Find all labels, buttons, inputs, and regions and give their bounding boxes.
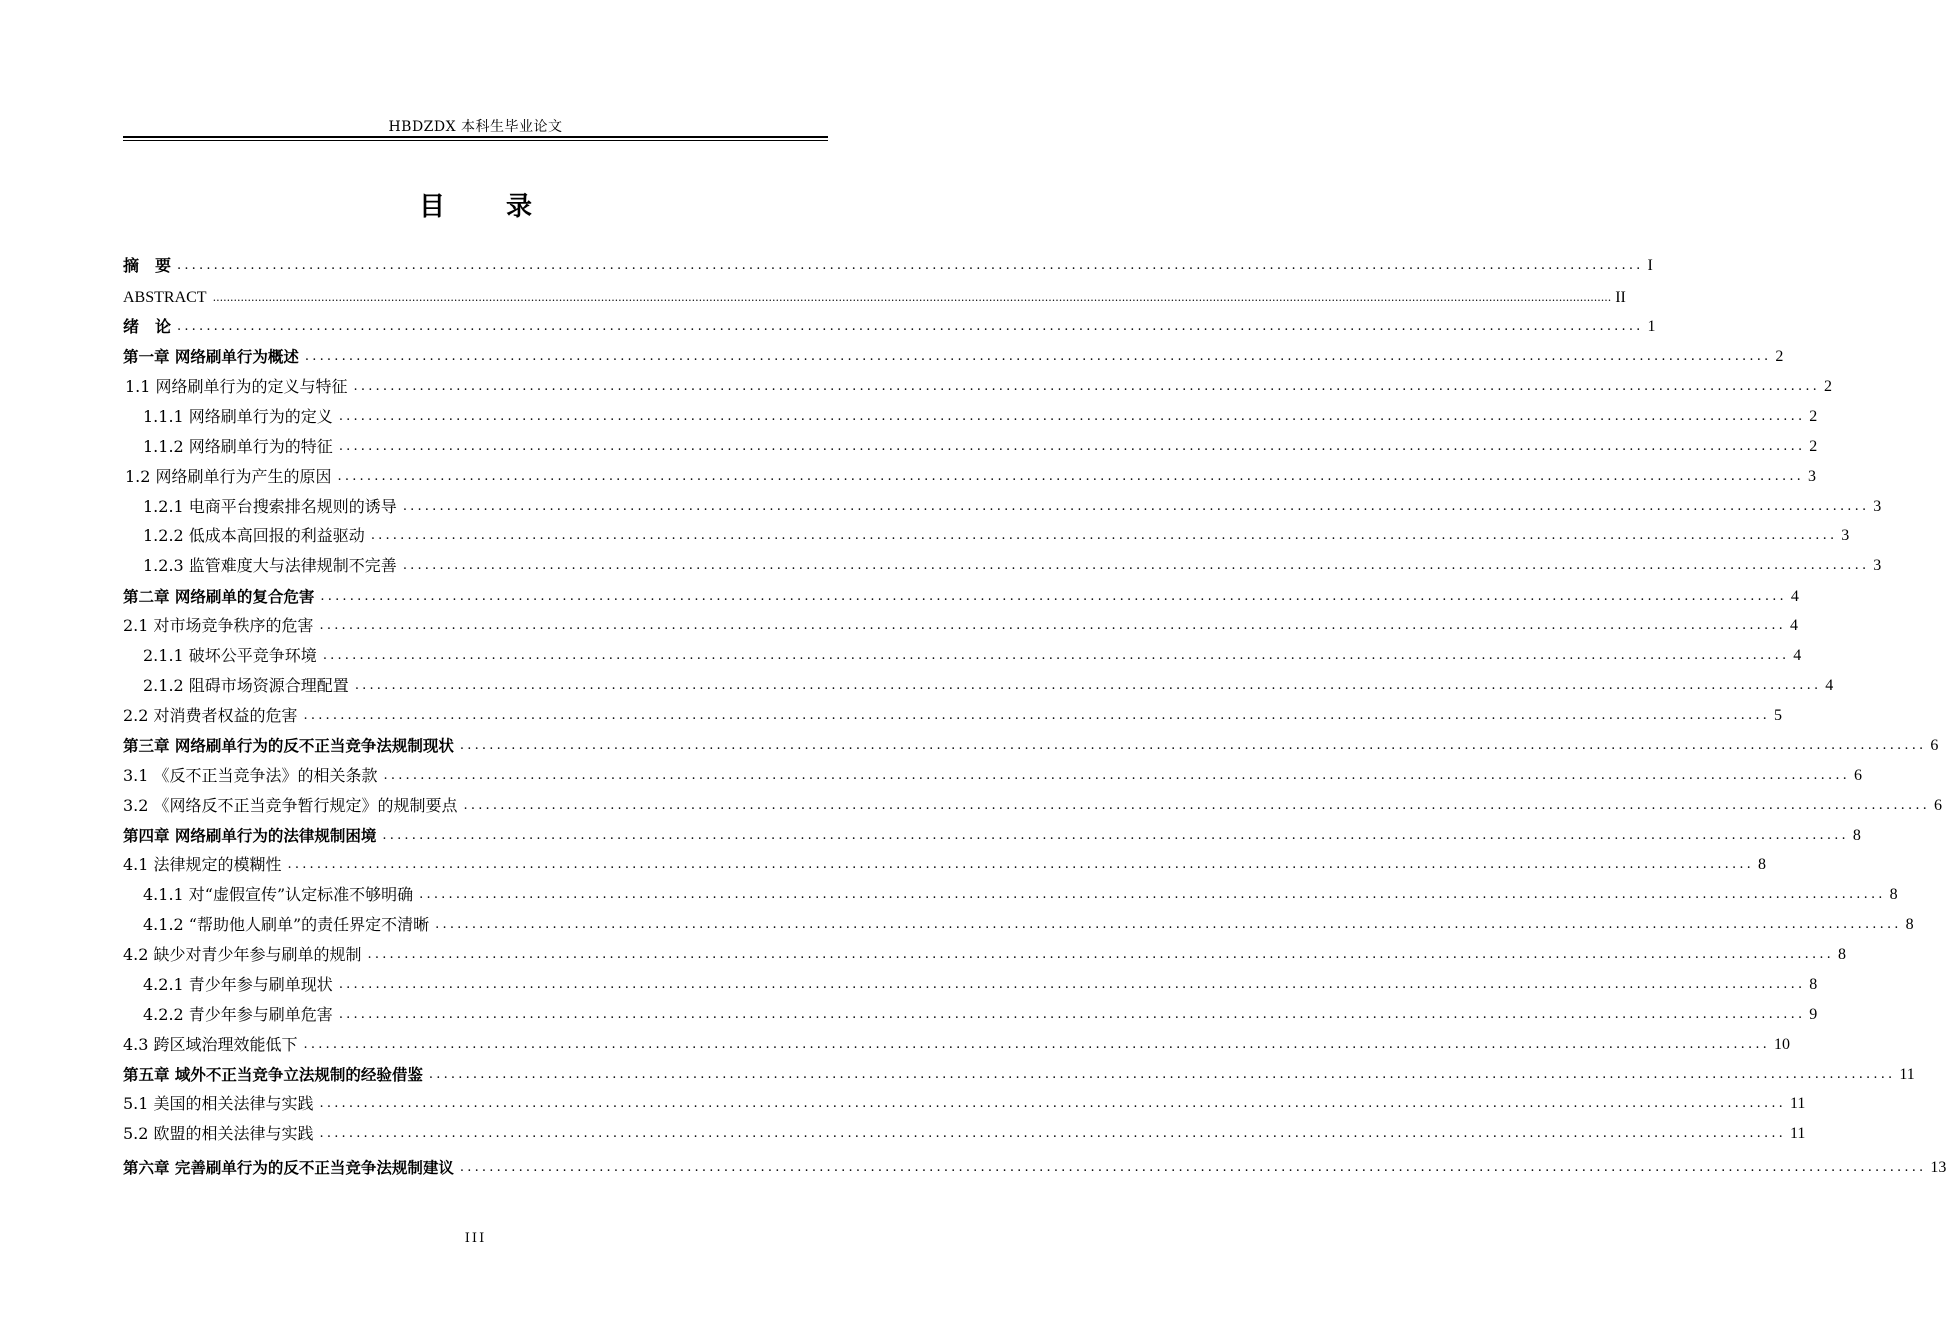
toc-entry-page: 3 bbox=[1873, 557, 1882, 574]
toc-entry[interactable] bbox=[143, 640, 1802, 666]
toc-entry-page: 8 bbox=[1852, 827, 1861, 844]
toc-entry-label: 5.2 欧盟的相关法律与实践 bbox=[123, 1124, 314, 1143]
toc-entry-page: 11 bbox=[1790, 1095, 1806, 1112]
toc-leader-dots: ........................................................................................................................................................................................................ bbox=[319, 1126, 1787, 1141]
toc-entry[interactable] bbox=[125, 371, 1833, 397]
toc-entry-page: 8 bbox=[1758, 856, 1767, 873]
toc-entry-label: 4.2 缺少对青少年参与刷单的规制 bbox=[123, 945, 362, 964]
toc-entry-page: II bbox=[1615, 289, 1626, 306]
toc-leader-dots: ........................................................................................................................................................................................................ bbox=[463, 798, 1931, 813]
toc-leader-dots: ........................................................................................................................................................................................................ bbox=[338, 409, 1806, 424]
toc-entry-label: 1.2.3 监管难度大与法律规制不完善 bbox=[143, 556, 397, 575]
toc-entry-label: 第五章 域外不正当竞争立法规制的经验借鉴 bbox=[123, 1066, 423, 1084]
toc-entry-label: 摘 要 bbox=[123, 256, 172, 275]
toc-entry-label: 第六章 完善刷单行为的反不正当竞争法规制建议 bbox=[123, 1159, 454, 1177]
toc-leader-dots: ........................................................................................................................................................................................................ bbox=[177, 258, 1644, 273]
toc-entry-label: 3.1 《反不正当竞争法》的相关条款 bbox=[123, 766, 378, 785]
toc-entry[interactable] bbox=[123, 849, 1767, 875]
toc-leader-dots: ........................................................................................................................................................................................................ bbox=[177, 319, 1644, 334]
toc-entry-page: 8 bbox=[1905, 916, 1914, 933]
toc-leader-dots: ........................................................................................................................................................................................................ bbox=[303, 708, 1771, 723]
toc-entry-page: 4 bbox=[1790, 588, 1799, 605]
toc-entry-label: 1.1.1 网络刷单行为的定义 bbox=[143, 407, 333, 426]
toc-entry[interactable] bbox=[143, 999, 1818, 1025]
toc-entry-label: 第三章 网络刷单行为的反不正当竞争法规制现状 bbox=[123, 737, 454, 755]
toc-entry-label: 4.3 跨区域治理效能低下 bbox=[123, 1035, 298, 1054]
toc-leader-dots: ........................................................................................................................................................................................................ bbox=[419, 887, 1886, 902]
toc-entry-page: 4 bbox=[1825, 677, 1834, 694]
toc-entry[interactable] bbox=[123, 282, 1626, 308]
toc-entry-page: 3 bbox=[1808, 468, 1817, 485]
toc-leader-dots: ........................................................................................................................................................................................................ bbox=[435, 917, 1902, 932]
toc-entry[interactable] bbox=[123, 1029, 1791, 1055]
toc-entry-page: 4 bbox=[1793, 647, 1802, 664]
toc-entry-label: 4.1 法律规定的模糊性 bbox=[123, 855, 282, 874]
toc-entry-page: 8 bbox=[1838, 946, 1847, 963]
toc-entry[interactable] bbox=[143, 670, 1834, 696]
toc-leader-dots: ........................................................................................................................................................................................................ bbox=[322, 648, 1790, 663]
toc-entry-page: 3 bbox=[1873, 498, 1882, 515]
toc-entry-label: 4.1.1 对“虚假宣传”认定标准不够明确 bbox=[143, 885, 414, 904]
toc-entry[interactable] bbox=[143, 491, 1882, 517]
toc-entry-page: 2 bbox=[1809, 438, 1818, 455]
toc-leader-dots: ........................................................................................................................................................................................................ bbox=[383, 768, 1851, 783]
header-rule-thick bbox=[123, 136, 828, 138]
toc-entry-label: 第二章 网络刷单的复合危害 bbox=[123, 588, 315, 606]
toc-entry[interactable] bbox=[143, 909, 1914, 935]
toc-entry-page: 4 bbox=[1790, 617, 1799, 634]
toc-leader-dots: ........................................................................................................................................................................................................ bbox=[402, 499, 1870, 514]
toc-entry[interactable] bbox=[143, 879, 1898, 905]
toc-entry-page: 9 bbox=[1809, 1006, 1818, 1023]
page-number: III bbox=[464, 1231, 487, 1246]
toc-entry-page: 6 bbox=[1854, 767, 1863, 784]
toc-leader-dots: ........................................................................................................................................................................................................ bbox=[319, 1096, 1787, 1111]
toc-entry[interactable] bbox=[143, 550, 1882, 576]
toc-entry-label: 1.1.2 网络刷单行为的特征 bbox=[143, 437, 333, 456]
toc-entry[interactable] bbox=[123, 311, 1656, 337]
toc-entry-label: 1.2.2 低成本高回报的利益驱动 bbox=[143, 526, 365, 545]
toc-entry-page: 2 bbox=[1775, 348, 1784, 365]
toc-entry-page: 1 bbox=[1647, 318, 1656, 335]
toc-entry-label: 4.2.2 青少年参与刷单危害 bbox=[143, 1005, 333, 1024]
toc-entry[interactable] bbox=[123, 610, 1799, 636]
toc-entry-page: 8 bbox=[1889, 886, 1898, 903]
toc-leader-dots: ........................................................................................................................................................................................................ bbox=[402, 558, 1870, 573]
toc-entry[interactable] bbox=[143, 520, 1850, 546]
toc-entry-page: I bbox=[1647, 257, 1653, 274]
toc-entry-page: 13 bbox=[1930, 1159, 1946, 1176]
toc-entry-label: 1.2 网络刷单行为产生的原因 bbox=[125, 467, 332, 486]
toc-leader-dots: ........................................................................................................................................................................................................ bbox=[337, 469, 1805, 484]
toc-entry[interactable] bbox=[143, 401, 1818, 427]
toc-entry-label: 2.1.1 破坏公平竞争环境 bbox=[143, 646, 317, 665]
toc-entry[interactable] bbox=[143, 969, 1818, 995]
toc-entry[interactable] bbox=[123, 820, 1861, 846]
toc-entry-label: ABSTRACT bbox=[123, 289, 207, 306]
toc-leader-dots: ........................................................................................................................................................................................................ bbox=[382, 828, 1849, 843]
toc-entry-label: 绪 论 bbox=[123, 317, 172, 336]
toc-entry-label: 4.1.2 “帮助他人刷单”的责任界定不清晰 bbox=[143, 915, 430, 934]
toc-entry[interactable] bbox=[123, 730, 1939, 756]
toc-leader-dots: ........................................................................................................................................................................................................ bbox=[367, 947, 1835, 962]
toc-entry-label: 2.1.2 阻碍市场资源合理配置 bbox=[143, 676, 349, 695]
toc-entry[interactable] bbox=[123, 581, 1799, 607]
toc-leader-dots: ........................................................................................................................................................................................................ bbox=[303, 1037, 1771, 1052]
toc-leader-dots: ........................................................................................................................................................................................................ bbox=[320, 589, 1787, 604]
toc-entry-page: 11 bbox=[1790, 1125, 1806, 1142]
toc-entry-page: 5 bbox=[1774, 707, 1783, 724]
toc-entry[interactable] bbox=[123, 250, 1653, 276]
toc-entry-label: 1.1 网络刷单行为的定义与特征 bbox=[125, 377, 348, 396]
toc-leader-dots: ........................................................................................................................................................................................................ bbox=[287, 857, 1755, 872]
toc-entry-label: 2.2 对消费者权益的危害 bbox=[123, 706, 298, 725]
toc-entry-page: 6 bbox=[1934, 797, 1943, 814]
toc-leader-dots: ........................................................................................................................................................................................................ bbox=[428, 1067, 1896, 1082]
toc-leader-dots: ........................................................................................................................................................................................................ bbox=[354, 678, 1822, 693]
page-header: HBDZDX 本科生毕业论文 bbox=[388, 119, 563, 135]
toc-entry-page: 2 bbox=[1824, 378, 1833, 395]
toc-entry[interactable] bbox=[123, 341, 1784, 367]
toc-leader-dots: ........................................................................................................................................................................................................ bbox=[459, 738, 1927, 753]
toc-entry[interactable] bbox=[123, 1152, 1946, 1178]
toc-entry[interactable] bbox=[123, 760, 1863, 786]
toc-leader-dots: ........................................................................................................................................................................................................ bbox=[338, 439, 1806, 454]
toc-entry[interactable] bbox=[123, 1059, 1915, 1085]
toc-entry-page: 11 bbox=[1899, 1066, 1915, 1083]
toc-leader-dots: ........................................................................................................................................................................................................ bbox=[304, 349, 1772, 364]
toc-entry-page: 2 bbox=[1809, 408, 1818, 425]
toc-entry-label: 5.1 美国的相关法律与实践 bbox=[123, 1094, 314, 1113]
toc-leader-dots: ........................................................................................................................................................................................................ bbox=[319, 618, 1787, 633]
toc-entry-label: 3.2 《网络反不正当竞争暂行规定》的规制要点 bbox=[123, 796, 458, 815]
toc-entry-page: 3 bbox=[1841, 527, 1850, 544]
toc-entry-page: 8 bbox=[1809, 976, 1818, 993]
toc-entry[interactable] bbox=[123, 1088, 1806, 1114]
toc-entry[interactable] bbox=[143, 431, 1818, 457]
toc-entry-page: 10 bbox=[1774, 1036, 1791, 1053]
toc-entry-label: 1.2.1 电商平台搜索排名规则的诱导 bbox=[143, 497, 397, 516]
toc-leader-dots: ........................................................................................................................................................................................................ bbox=[338, 1007, 1806, 1022]
header-rule-thin bbox=[123, 140, 828, 141]
toc-leader-dots: ........................................................................................................................................................................................................ bbox=[338, 977, 1806, 992]
toc-leader-dots: ........................................................................................................................................................................................................ bbox=[370, 528, 1838, 543]
toc-entry-page: 6 bbox=[1930, 737, 1939, 754]
toc-leader-dots: ........................................................................................................................................................................................................ bbox=[459, 1160, 1927, 1175]
toc-entry[interactable] bbox=[123, 700, 1783, 726]
page-title: 目 录 bbox=[418, 192, 559, 222]
toc-entry-label: 2.1 对市场竞争秩序的危害 bbox=[123, 616, 314, 635]
toc-entry[interactable] bbox=[123, 939, 1847, 965]
toc-entry[interactable] bbox=[125, 461, 1817, 487]
toc-entry-label: 第一章 网络刷单行为概述 bbox=[123, 348, 299, 366]
toc-entry-label: 4.2.1 青少年参与刷单现状 bbox=[143, 975, 333, 994]
toc-leader-dots: ........................................................................................................................................................................................................ bbox=[353, 379, 1821, 394]
toc-entry-label: 第四章 网络刷单行为的法律规制困境 bbox=[123, 827, 377, 845]
toc-leader-dots: ................................................................................................................................................................................................................................................................................................................................................................................................................ bbox=[212, 291, 1612, 304]
toc-entry[interactable] bbox=[123, 790, 1943, 816]
toc-entry[interactable] bbox=[123, 1118, 1806, 1144]
